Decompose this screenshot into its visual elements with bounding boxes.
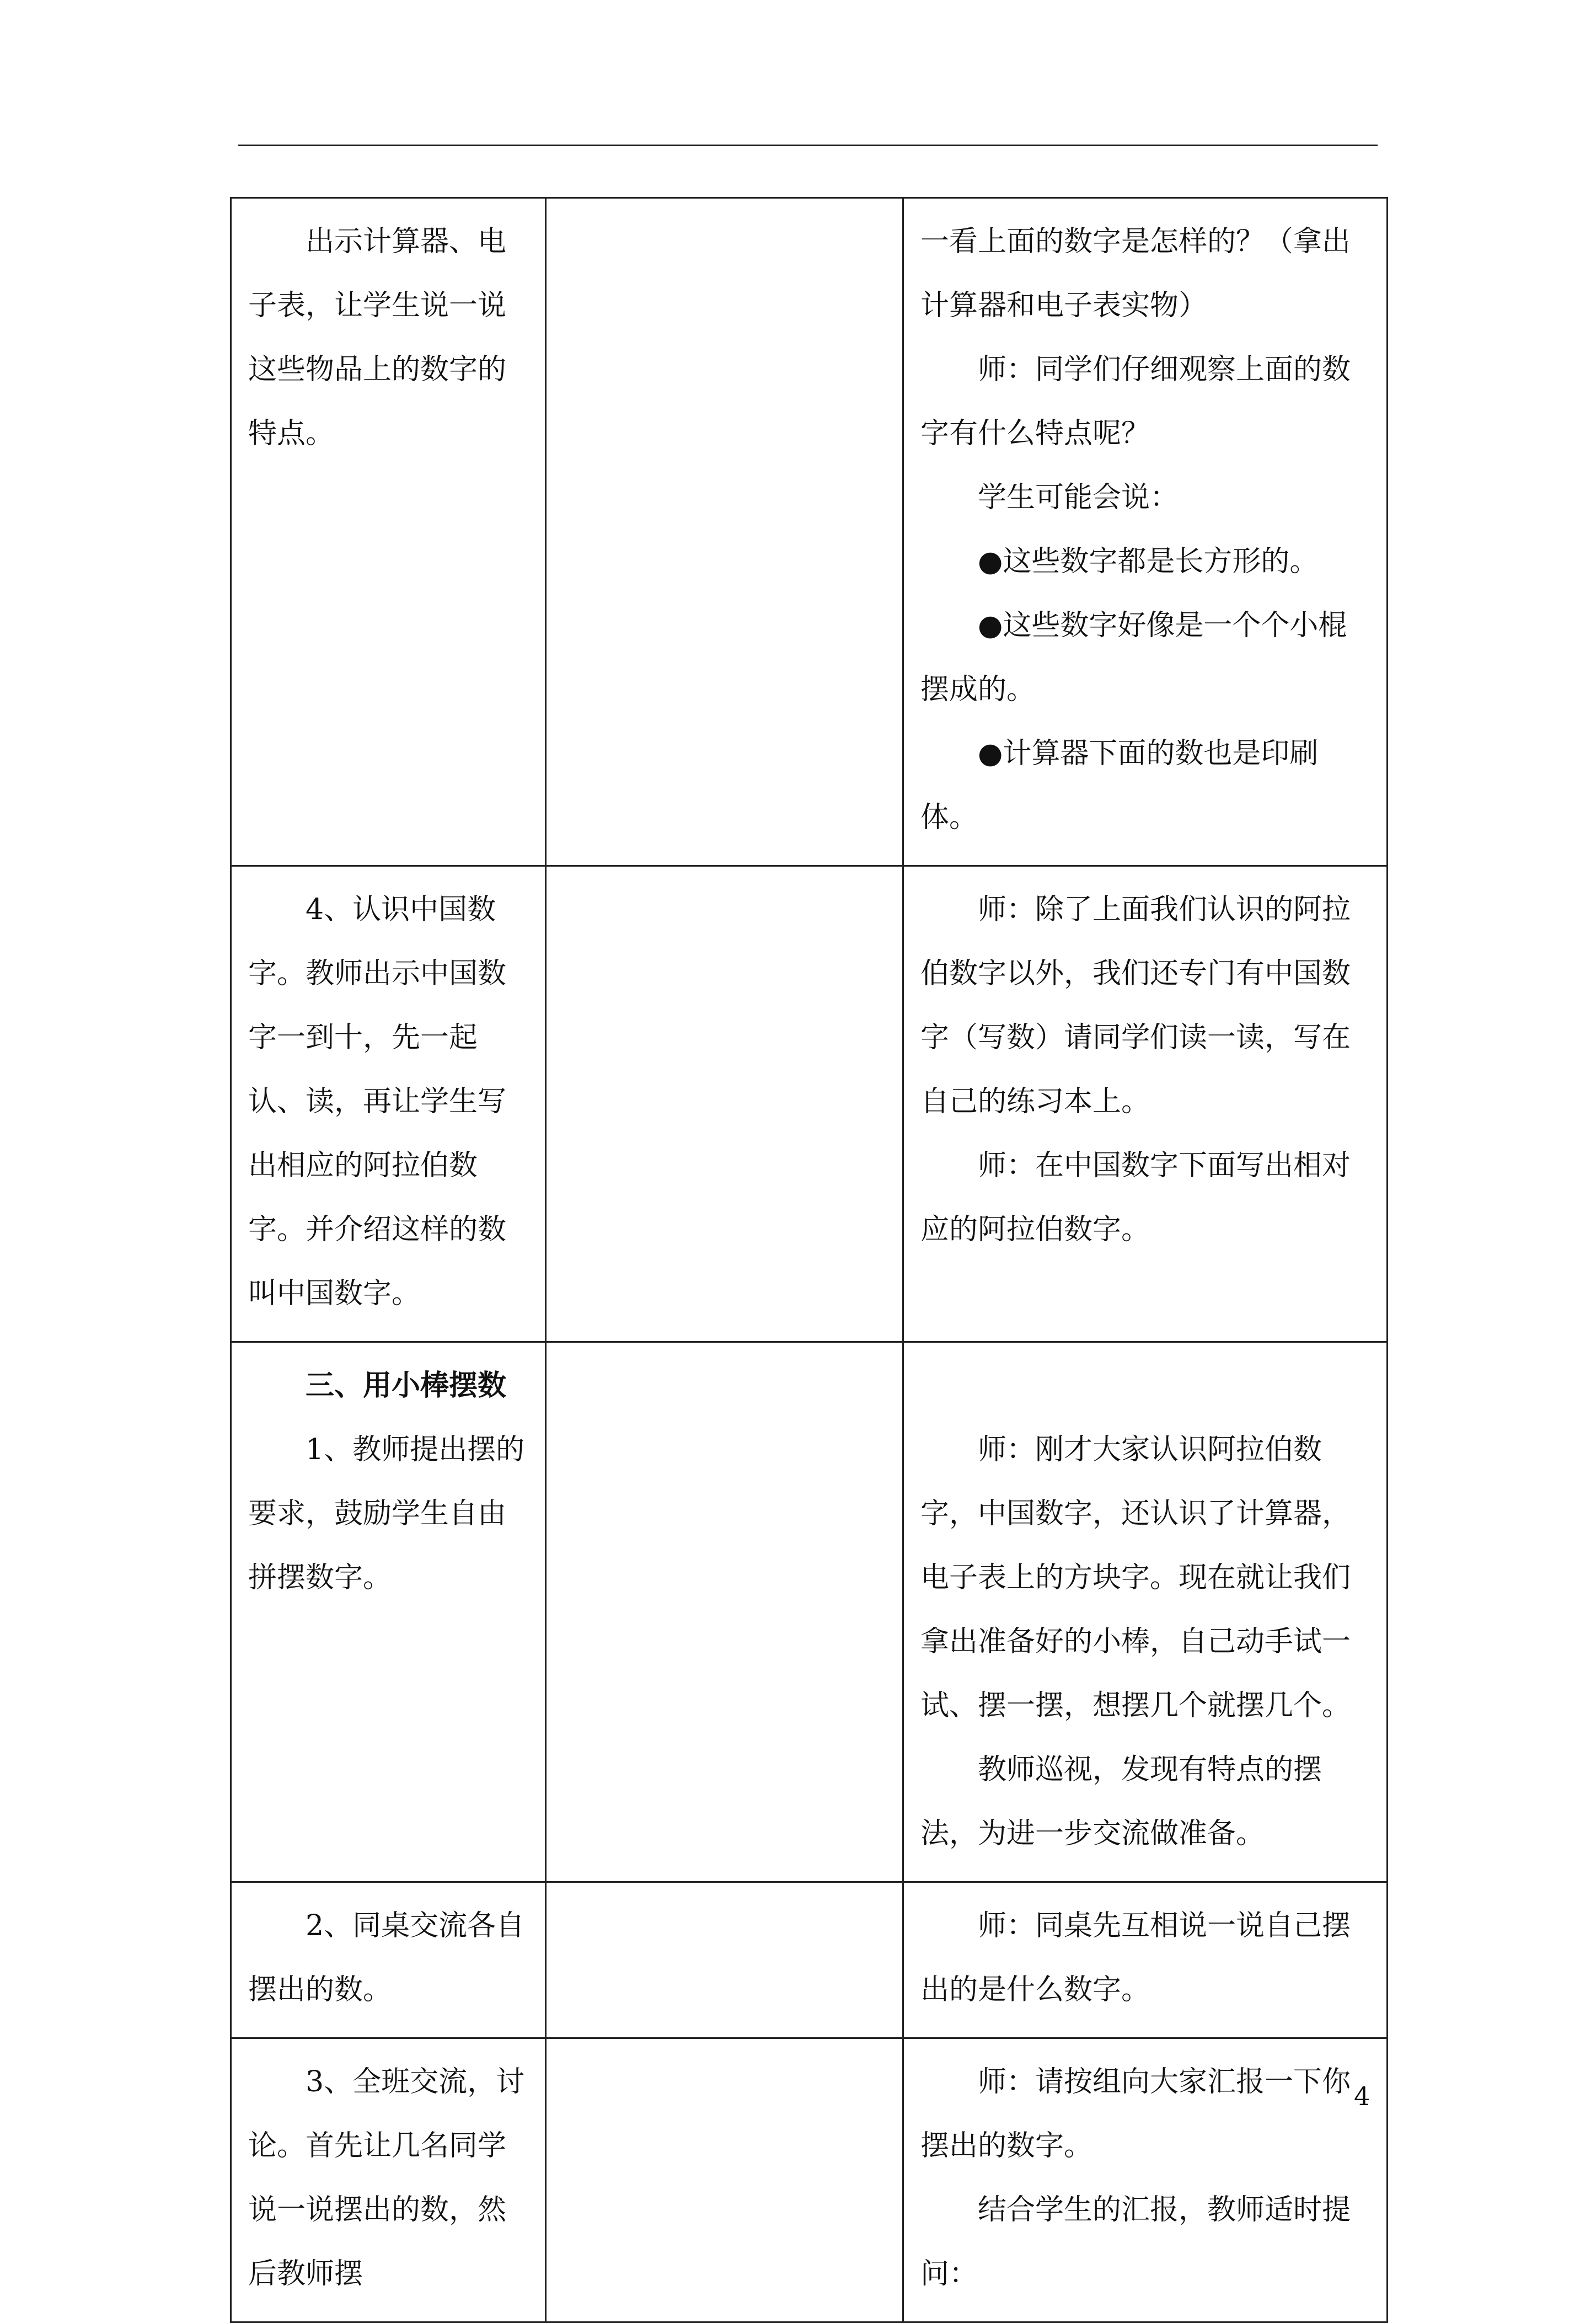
header-rule bbox=[238, 145, 1378, 146]
dialogue-text: 师：同学们仔细观察上面的数字有什么特点呢？ bbox=[920, 353, 1351, 450]
empty-cell bbox=[546, 1882, 903, 2038]
dialogue-text: 学生可能会说： bbox=[978, 481, 1179, 514]
dialogue-text: 师：刚才大家认识阿拉伯数字，中国数字，还认识了计算器，电子表上的方块字。现在就让我们拿出准备好的小棒，自己动手试一试、摆一摆，想摆几个就摆几个。 bbox=[920, 1433, 1351, 1722]
page-number: 4 bbox=[1354, 2081, 1370, 2111]
section-heading: 三、用小棒摆数 bbox=[306, 1369, 507, 1402]
dialogue-text: ●这些数字好像是一个个小棍摆成的。 bbox=[920, 609, 1347, 706]
dialogue-text: 师：同桌先互相说一说自己摆出的是什么数字。 bbox=[920, 1909, 1351, 2006]
table-row bbox=[231, 866, 1388, 1342]
dialogue-text: ●这些数字都是长方形的。 bbox=[978, 545, 1319, 578]
procedure-text: 2、同桌交流各自摆出的数。 bbox=[248, 1909, 525, 2006]
dialogue-cell bbox=[903, 1882, 1388, 2038]
dialogue-text: 一看上面的数字是怎样的？（拿出计算器和电子表实物） bbox=[920, 225, 1351, 322]
procedure-cell bbox=[231, 198, 546, 866]
spacer bbox=[920, 1354, 1370, 1418]
procedure-cell bbox=[231, 2038, 546, 2322]
table-row bbox=[231, 1882, 1388, 2038]
dialogue-text: 师：请按组向大家汇报一下你摆出的数字。 bbox=[920, 2065, 1351, 2162]
dialogue-text: ●计算器下面的数也是印刷体。 bbox=[920, 737, 1319, 834]
procedure-text: 4、认识中国数字。教师出示中国数字一到十，先一起认、读，再让学生写出相应的阿拉伯数字。并介绍这样的数叫中国数字。 bbox=[248, 893, 507, 1310]
procedure-text: 1、教师提出摆的要求，鼓励学生自由拼摆数字。 bbox=[248, 1433, 525, 1594]
procedure-text: 3、全班交流，讨论。首先让几名同学说一说摆出的数，然后教师摆 bbox=[248, 2065, 525, 2290]
table-row bbox=[231, 198, 1388, 866]
empty-cell bbox=[546, 1342, 903, 1882]
table-row bbox=[231, 1342, 1388, 1882]
dialogue-cell bbox=[903, 866, 1388, 1342]
dialogue-cell bbox=[903, 2038, 1388, 2322]
dialogue-text: 结合学生的汇报，教师适时提问： bbox=[920, 2193, 1351, 2290]
empty-cell bbox=[546, 2038, 903, 2322]
table-row bbox=[231, 2038, 1388, 2322]
procedure-cell bbox=[231, 866, 546, 1342]
empty-cell bbox=[546, 198, 903, 866]
procedure-cell bbox=[231, 1342, 546, 1882]
dialogue-cell bbox=[903, 198, 1388, 866]
dialogue-text: 师：在中国数字下面写出相对应的阿拉伯数字。 bbox=[920, 1149, 1351, 1246]
dialogue-text: 教师巡视，发现有特点的摆法，为进一步交流做准备。 bbox=[920, 1753, 1322, 1850]
dialogue-cell bbox=[903, 1342, 1388, 1882]
procedure-text: 出示计算器、电子表，让学生说一说这些物品上的数字的特点。 bbox=[248, 225, 507, 450]
procedure-cell bbox=[231, 1882, 546, 2038]
dialogue-text: 师：除了上面我们认识的阿拉伯数字以外，我们还专门有中国数字（写数）请同学们读一读，写在自己的练习本上。 bbox=[920, 893, 1351, 1118]
lesson-plan-table bbox=[230, 197, 1388, 2323]
empty-cell bbox=[546, 866, 903, 1342]
